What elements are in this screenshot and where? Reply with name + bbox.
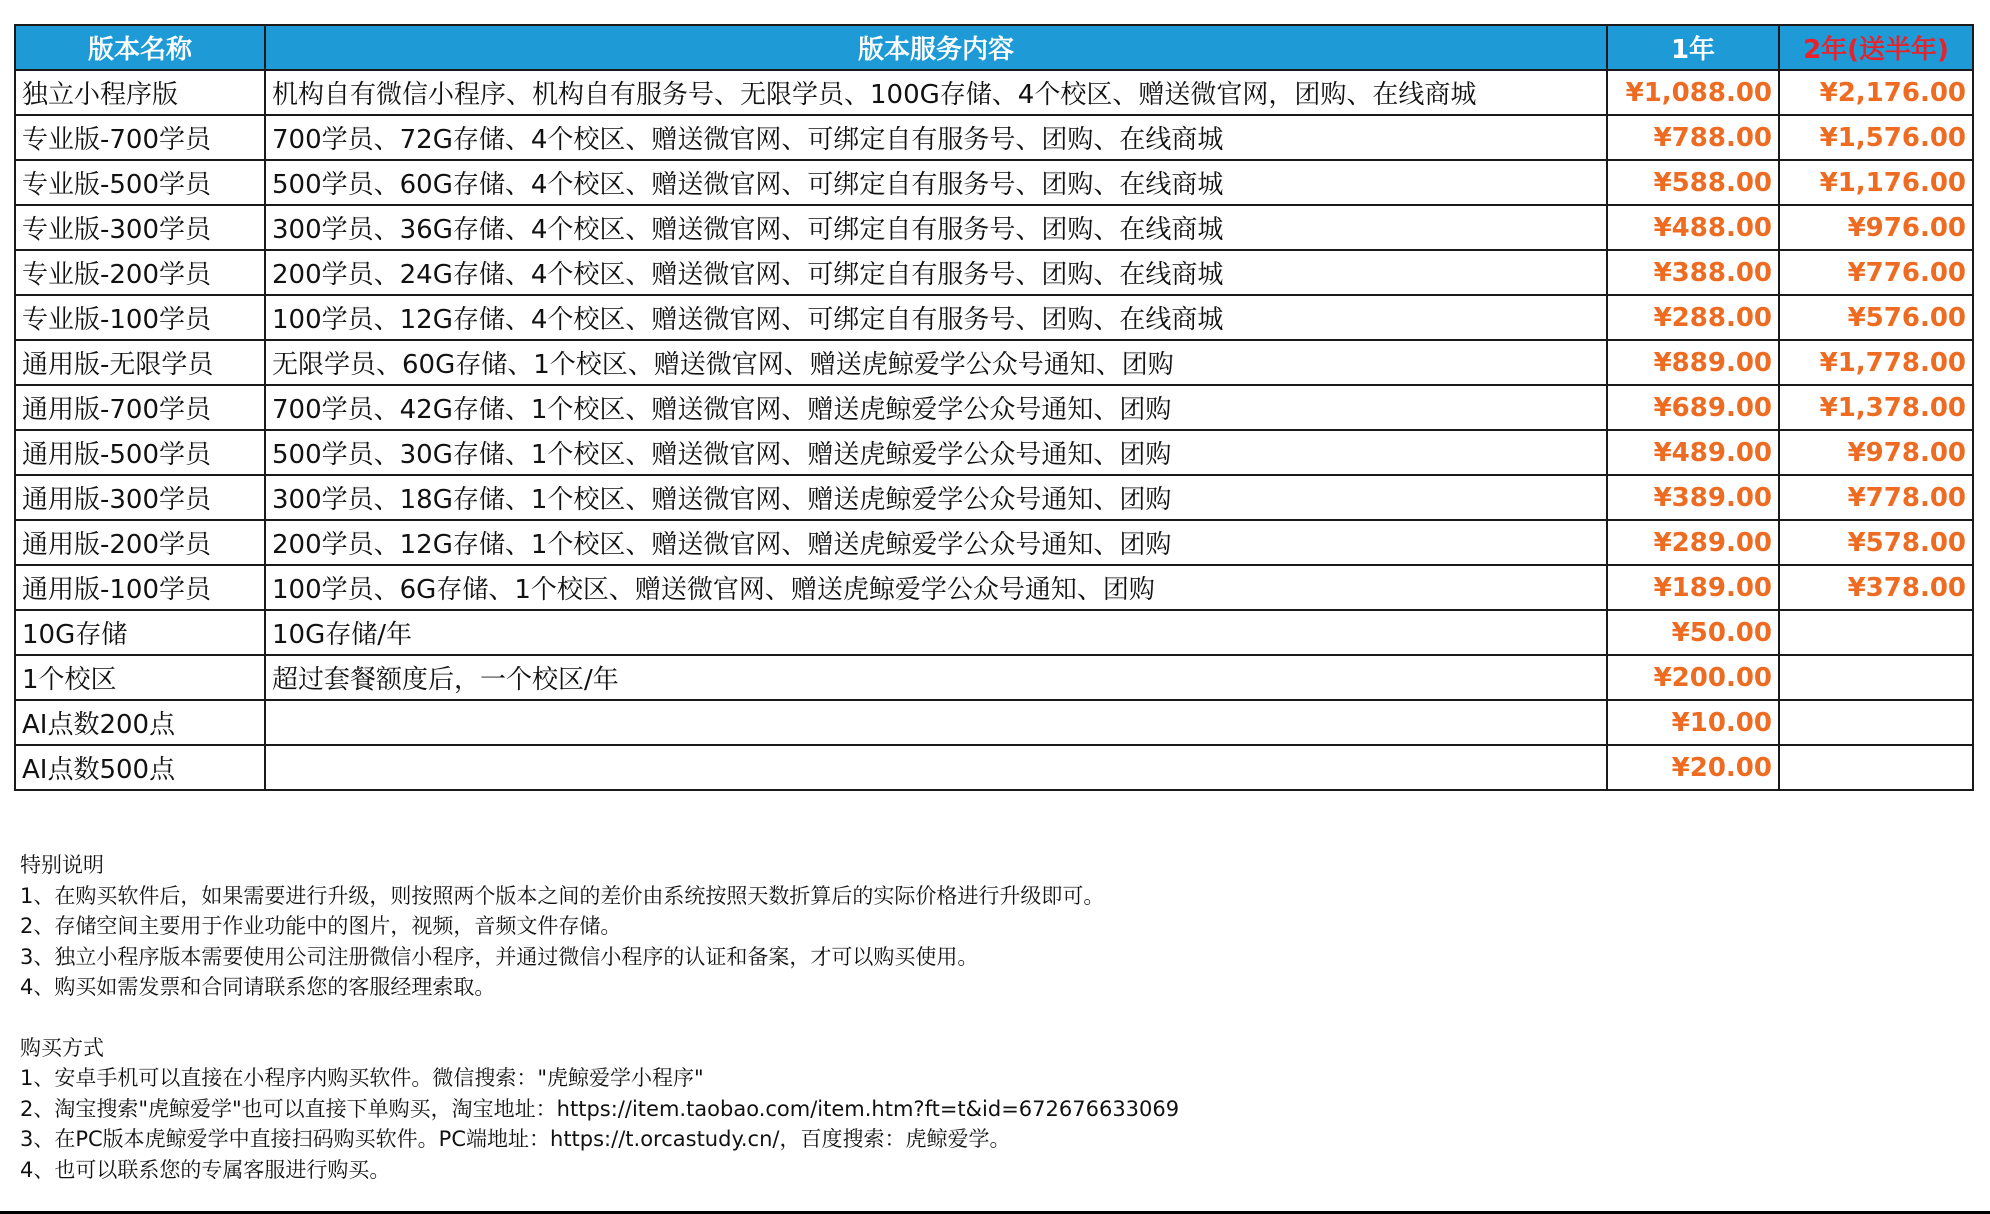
table-row [15,565,1973,610]
version-name-cell: 独立小程序版 [15,70,265,115]
special-note-item: 2、存储空间主要用于作业功能中的图片，视频，音频文件存储。 [20,914,622,938]
service-content-cell: 200学员、12G存储、1个校区、赠送微官网、赠送虎鲸爱学公众号通知、团购 [265,520,1607,565]
price-1-year-cell: ¥788.00 [1607,115,1779,160]
notes-section [20,850,1960,1185]
price-2-year-cell: ¥578.00 [1779,520,1973,565]
price-1-year-cell: ¥189.00 [1607,565,1779,610]
version-name-cell: 通用版-100学员 [15,565,265,610]
table-row [15,340,1973,385]
service-content-cell: 500学员、60G存储、4个校区、赠送微官网、可绑定自有服务号、团购、在线商城 [265,160,1607,205]
price-2-year-cell: ¥776.00 [1779,250,1973,295]
price-2-year-cell [1779,700,1973,745]
price-2-year-cell: ¥976.00 [1779,205,1973,250]
service-content-cell: 200学员、24G存储、4个校区、赠送微官网、可绑定自有服务号、团购、在线商城 [265,250,1607,295]
price-2-year-cell: ¥978.00 [1779,430,1973,475]
purchase-method-item: 1、安卓手机可以直接在小程序内购买软件。微信搜索："虎鲸爱学小程序" [20,1066,704,1090]
price-2-year-cell [1779,610,1973,655]
price-1-year-cell: ¥20.00 [1607,745,1779,790]
service-content-cell: 700学员、72G存储、4个校区、赠送微官网、可绑定自有服务号、团购、在线商城 [265,115,1607,160]
price-1-year-cell: ¥488.00 [1607,205,1779,250]
price-2-year-cell [1779,655,1973,700]
table-row [15,475,1973,520]
table-row [15,295,1973,340]
service-content-cell: 700学员、42G存储、1个校区、赠送微官网、赠送虎鲸爱学公众号通知、团购 [265,385,1607,430]
price-1-year-cell: ¥489.00 [1607,430,1779,475]
version-name-cell: AI点数200点 [15,700,265,745]
price-1-year-cell: ¥389.00 [1607,475,1779,520]
service-content-cell: 10G存储/年 [265,610,1607,655]
service-content-cell: 300学员、36G存储、4个校区、赠送微官网、可绑定自有服务号、团购、在线商城 [265,205,1607,250]
version-name-cell: 专业版-700学员 [15,115,265,160]
purchase-method-item: 3、在PC版本虎鲸爱学中直接扫码购买软件。PC端地址：https://t.orcastudy.cn/，百度搜索：虎鲸爱学。 [20,1127,1011,1151]
price-2-year-cell: ¥576.00 [1779,295,1973,340]
price-1-year-cell: ¥200.00 [1607,655,1779,700]
table-row [15,160,1973,205]
purchase-method-item: 4、也可以联系您的专属客服进行购买。 [20,1157,391,1182]
purchase-methods-title: 购买方式 [20,1035,104,1060]
version-name-cell: 1个校区 [15,655,265,700]
price-2-year-cell: ¥2,176.00 [1779,70,1973,115]
price-1-year-cell: ¥1,088.00 [1607,70,1779,115]
price-1-year-cell: ¥388.00 [1607,250,1779,295]
special-note-item: 3、独立小程序版本需要使用公司注册微信小程序，并通过微信小程序的认证和备案，才可以购买使用。 [20,944,979,969]
table-row [15,205,1973,250]
version-name-cell: AI点数500点 [15,745,265,790]
service-content-cell [265,700,1607,745]
purchase-method-item: 2、淘宝搜索"虎鲸爱学"也可以直接下单购买，淘宝地址：https://item.taobao.com/item.htm?ft=t&id=672676633069 [20,1096,1180,1121]
special-notes-list [20,881,1960,1003]
version-name-cell: 专业版-300学员 [15,205,265,250]
price-1-year-cell: ¥588.00 [1607,160,1779,205]
section-spacer [20,1003,1960,1033]
price-2-year-cell: ¥1,576.00 [1779,115,1973,160]
header-version-name: 版本名称 [15,25,265,70]
special-note-item: 4、购买如需发票和合同请联系您的客服经理索取。 [20,975,496,999]
service-content-cell: 300学员、18G存储、1个校区、赠送微官网、赠送虎鲸爱学公众号通知、团购 [265,475,1607,520]
price-1-year-cell: ¥10.00 [1607,700,1779,745]
price-2-year-cell: ¥1,176.00 [1779,160,1973,205]
price-1-year-cell: ¥288.00 [1607,295,1779,340]
service-content-cell: 100学员、12G存储、4个校区、赠送微官网、可绑定自有服务号、团购、在线商城 [265,295,1607,340]
table-body [15,70,1973,790]
table-row [15,745,1973,790]
service-content-cell: 100学员、6G存储、1个校区、赠送微官网、赠送虎鲸爱学公众号通知、团购 [265,565,1607,610]
service-content-cell [265,745,1607,790]
price-table [14,24,1974,791]
table-row [15,610,1973,655]
price-2-year-cell: ¥378.00 [1779,565,1973,610]
version-name-cell: 10G存储 [15,610,265,655]
special-notes-title: 特别说明 [20,853,104,877]
price-1-year-cell: ¥889.00 [1607,340,1779,385]
special-note-item: 1、在购买软件后，如果需要进行升级，则按照两个版本之间的差价由系统按照天数折算后的实际价格进行升级即可。 [20,883,1105,908]
version-name-cell: 专业版-100学员 [15,295,265,340]
table-row [15,385,1973,430]
service-content-cell: 无限学员、60G存储、1个校区、赠送微官网、赠送虎鲸爱学公众号通知、团购 [265,340,1607,385]
version-name-cell: 通用版-500学员 [15,430,265,475]
price-1-year-cell: ¥689.00 [1607,385,1779,430]
table-header-row [15,25,1973,70]
price-2-year-cell: ¥778.00 [1779,475,1973,520]
service-content-cell: 超过套餐额度后，一个校区/年 [265,655,1607,700]
table-row [15,430,1973,475]
price-2-year-cell: ¥1,778.00 [1779,340,1973,385]
service-content-cell: 机构自有微信小程序、机构自有服务号、无限学员、100G存储、4个校区、赠送微官网，团购、在线商城 [265,70,1607,115]
version-name-cell: 专业版-500学员 [15,160,265,205]
price-1-year-cell: ¥289.00 [1607,520,1779,565]
price-2-year-cell: ¥1,378.00 [1779,385,1973,430]
version-name-cell: 通用版-700学员 [15,385,265,430]
header-price-2-year: 2年(送半年) [1779,25,1973,70]
price-2-year-cell [1779,745,1973,790]
version-name-cell: 通用版-200学员 [15,520,265,565]
table-row [15,520,1973,565]
service-content-cell: 500学员、30G存储、1个校区、赠送微官网、赠送虎鲸爱学公众号通知、团购 [265,430,1607,475]
price-1-year-cell: ¥50.00 [1607,610,1779,655]
table-row [15,655,1973,700]
version-name-cell: 通用版-无限学员 [15,340,265,385]
purchase-methods-list [20,1063,1960,1185]
table-row [15,70,1973,115]
version-name-cell: 专业版-200学员 [15,250,265,295]
table-row [15,700,1973,745]
version-name-cell: 通用版-300学员 [15,475,265,520]
table-row [15,250,1973,295]
header-service-content: 版本服务内容 [265,25,1607,70]
header-price-1-year: 1年 [1607,25,1779,70]
table-row [15,115,1973,160]
